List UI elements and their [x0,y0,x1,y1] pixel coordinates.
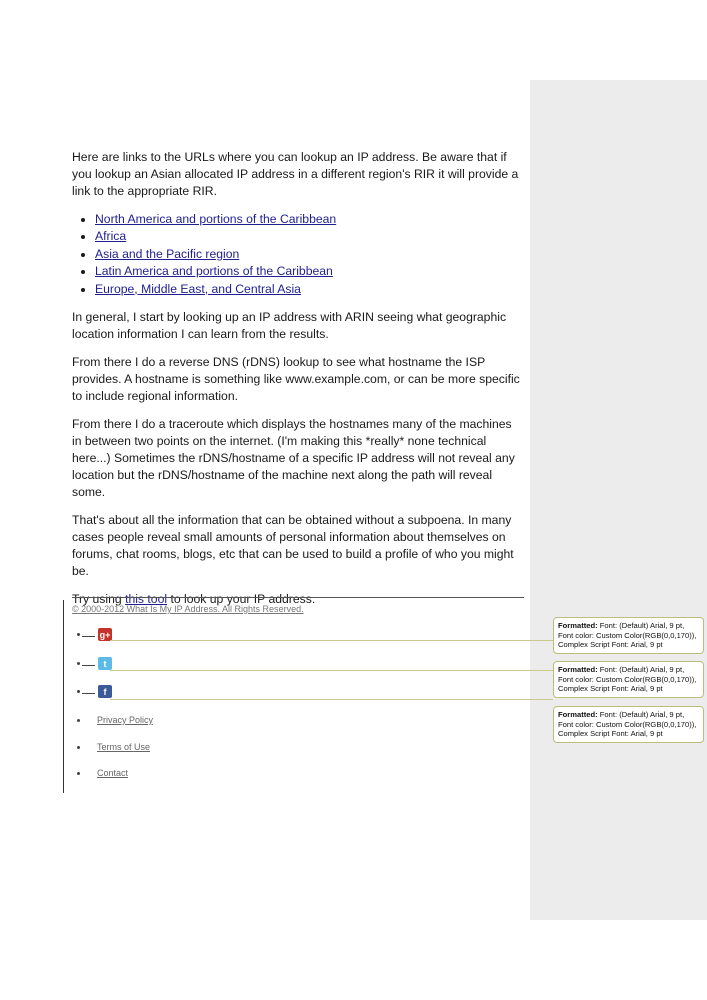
copyright-link[interactable]: © 2000-2012 What Is My IP Address. All Rights Reserved. [72,604,304,614]
document-body [72,149,522,619]
list-item [95,246,522,263]
list-item [95,228,522,245]
this-tool-link[interactable]: this tool [125,592,168,607]
terms-of-use-link[interactable]: Terms of Use [97,742,151,752]
region-link-north-america[interactable]: North America and portions of the Caribbean [95,212,337,226]
traceroute-paragraph: From there I do a traceroute which displays the hostnames many of the machines in between two points on the internet. (I'm making this *really* none technical here...) Sometimes the rDNS/hostname of a specific IP address will not reveal any location but the rDNS/hostname of the machine next along the path will reveal some. [72,417,515,500]
format-comment-balloon[interactable]: Formatted: Font: (Default) Arial, 9 pt, Font color: Custom Color(RGB(0,0,170)), Complex Script Font: Arial, 9 pt [553,661,704,698]
list-item [95,211,522,228]
region-link-latin-america[interactable]: Latin America and portions of the Caribbean [95,264,333,279]
list-item [72,657,112,670]
rdns-paragraph: From there I do a reverse DNS (rDNS) lookup to see what hostname the ISP provides. A hostname is something like www.example.com, or can be more specific to include regional information. [72,355,520,404]
arin-paragraph: In general, I start by looking up an IP address with ARIN seeing what geographic location information I can learn from the results. [72,310,507,342]
comment-leader-line [110,699,553,700]
region-link-list [72,211,522,298]
format-comment-balloon[interactable]: Formatted: Font: (Default) Arial, 9 pt, Font color: Custom Color(RGB(0,0,170)), Complex Script Font: Arial, 9 pt [553,706,704,743]
comment-leader-line [110,670,553,671]
list-item [72,628,112,641]
try-tool-paragraph: Try using this tool to look up your IP address. [72,592,316,607]
list-item [72,715,153,725]
list-item [72,742,150,752]
region-link-africa[interactable]: Africa [95,229,127,244]
region-link-asia-pacific[interactable]: Asia and the Pacific region [95,246,240,261]
privacy-policy-link[interactable]: Privacy Policy [97,715,154,725]
subpoena-paragraph: That's about all the information that can be obtained without a subpoena. In many cases people reveal small amounts of personal information about themselves on forums, chat rooms, blogs, etc that can be used to build a profile of who you might be. [72,513,514,579]
google-plus-icon[interactable]: g+ [99,629,111,640]
twitter-icon[interactable]: t [98,657,112,670]
format-comment-balloon[interactable]: Formatted: Font: (Default) Arial, 9 pt, Font color: Custom Color(RGB(0,0,170)), Complex Script Font: Arial, 9 pt [553,617,704,654]
comment-margin [530,80,707,920]
comment-leader-line [110,640,553,641]
list-item [72,768,128,778]
region-link-europe[interactable]: Europe, Middle East, and Central Asia [95,281,301,296]
intro-paragraph: Here are links to the URLs where you can lookup an IP address. Be aware that if you lookup an Asian allocated IP address in a different region's RIR it will provide a link to the appropriate RIR. [72,150,519,198]
change-bar [63,600,64,793]
facebook-icon[interactable]: f [98,685,112,698]
list-item [95,281,522,298]
list-item [95,263,522,280]
footer-divider [72,597,524,598]
list-item [72,685,112,698]
contact-link[interactable]: Contact [97,768,129,778]
